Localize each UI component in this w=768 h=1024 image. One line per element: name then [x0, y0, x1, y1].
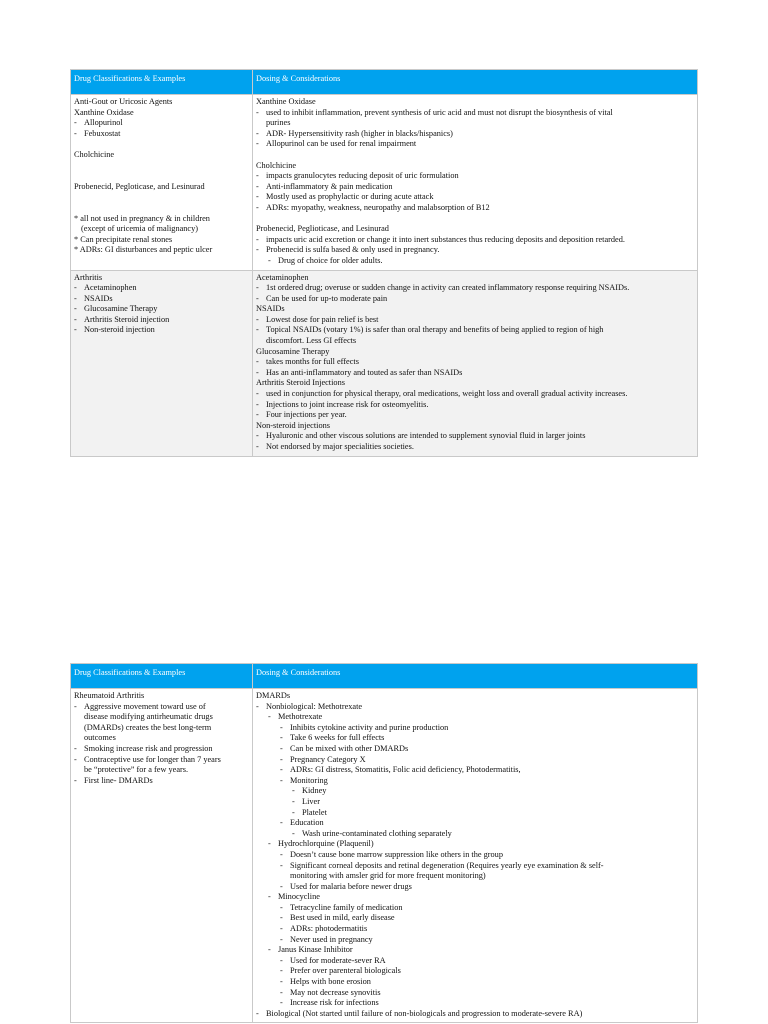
list-item-text: disease modifying antirheumatic drugs — [84, 712, 213, 722]
list-item-text: (DMARDs) creates the best long-term — [84, 722, 212, 732]
list-item-text: Used for malaria before newer drugs — [290, 881, 412, 891]
bullet-dash: - — [280, 743, 283, 753]
bullet-dash: - — [74, 775, 77, 785]
bullet-dash: - — [292, 786, 295, 796]
list-item — [74, 733, 249, 744]
list-item — [256, 139, 694, 150]
list-item — [74, 224, 249, 235]
list-item — [256, 357, 694, 368]
list-item-text: impacts uric acid excretion or change it into inert substances thus reducing deposits and deposition retarded. — [266, 234, 625, 244]
list-item-text: ADRs: myopathy, weakness, neuropathy and malabsorption of B12 — [266, 202, 490, 212]
list-item — [256, 797, 694, 808]
list-item — [256, 871, 694, 882]
bullet-dash: - — [74, 743, 77, 753]
list-item-text: (except of uricemia of malignancy) — [81, 224, 199, 234]
list-item — [256, 400, 694, 411]
list-item — [256, 723, 694, 734]
bullet-dash: - — [268, 712, 271, 722]
list-item-text: Can be used for up-to moderate pain — [266, 293, 388, 303]
bullet-dash: - — [280, 765, 283, 775]
list-item-text: * all not used in pregnancy & in children — [74, 213, 210, 223]
bullet-dash: - — [280, 934, 283, 944]
bullet-dash: - — [280, 818, 283, 828]
bullet-dash: - — [268, 892, 271, 902]
list-item-text: Arthritis Steroid Injections — [256, 378, 345, 388]
list-item-text: Helps with bone erosion — [290, 977, 371, 987]
list-item — [256, 924, 694, 935]
list-item — [256, 861, 694, 872]
list-item — [256, 325, 694, 336]
table-row — [71, 689, 698, 1023]
list-item — [256, 304, 694, 315]
list-item — [74, 97, 249, 108]
list-item-text: Never used in pregnancy — [290, 934, 373, 944]
bullet-dash: - — [256, 181, 259, 191]
list-item-text: Anti-inflammatory & pain medication — [266, 181, 393, 191]
bullet-dash: - — [256, 314, 259, 324]
bullet-dash: - — [280, 955, 283, 965]
list-item — [256, 988, 694, 999]
list-item-text: Smoking increase risk and progression — [84, 743, 213, 753]
bullet-dash: - — [256, 1008, 259, 1018]
list-item — [74, 108, 249, 119]
spacer — [74, 139, 249, 150]
list-item — [74, 691, 249, 702]
list-item-text: outcomes — [84, 733, 116, 743]
list-item-text: Monitoring — [290, 775, 328, 785]
list-item — [256, 368, 694, 379]
list-item — [256, 945, 694, 956]
bullet-dash: - — [268, 839, 271, 849]
list-item-text: Injections to joint increase risk for osteomyelitis. — [266, 399, 429, 409]
spacer — [74, 171, 249, 182]
table-row — [71, 270, 698, 456]
list-item-text: * Can precipitate renal stones — [74, 234, 173, 244]
list-item-text: Non-steroid injections — [256, 420, 330, 430]
bullet-dash: - — [268, 945, 271, 955]
list-item — [256, 182, 694, 193]
list-item-text: Significant corneal deposits and retinal degeneration (Requires yearly eye examination & self- — [290, 860, 604, 870]
list-item-text: Prefer over parenteral biologicals — [290, 966, 401, 976]
bullet-dash: - — [256, 431, 259, 441]
list-item — [74, 150, 249, 161]
list-item-text: Febuxostat — [84, 128, 121, 138]
list-item-text: Nonbiological: Methotrexate — [266, 701, 363, 711]
list-item-text: Kidney — [302, 786, 327, 796]
list-item-text: ADR- Hypersensitivity rash (higher in blacks/hispanics) — [266, 128, 453, 138]
list-item — [256, 850, 694, 861]
bullet-dash: - — [256, 293, 259, 303]
list-item — [256, 431, 694, 442]
list-item-text: 1st ordered drug; overuse or sudden change in activity can created inflammatory response requiring NSAIDs. — [266, 283, 630, 293]
list-item — [256, 203, 694, 214]
list-item — [256, 744, 694, 755]
list-item — [256, 882, 694, 893]
list-item-text: Drug of choice for older adults. — [278, 255, 383, 265]
bullet-dash: - — [268, 255, 271, 265]
bullet-dash: - — [256, 442, 259, 451]
list-item-text: Acetaminophen — [256, 272, 309, 282]
list-item-text: Contraceptive use for longer than 7 years — [84, 754, 221, 764]
list-item-text: Glucosamine Therapy — [256, 346, 330, 356]
bullet-dash: - — [292, 796, 295, 806]
list-item — [256, 97, 694, 108]
list-item — [256, 161, 694, 172]
list-item-text: Increase risk for infections — [290, 998, 379, 1008]
list-item — [256, 892, 694, 903]
list-item-text: NSAIDs — [84, 293, 113, 303]
list-item-text: Allopurinol can be used for renal impairment — [266, 139, 417, 149]
bullet-dash: - — [280, 860, 283, 870]
list-item-text: Education — [290, 818, 324, 828]
list-item-text: Wash urine-contaminated clothing separately — [302, 828, 452, 838]
bullet-dash: - — [256, 325, 259, 335]
list-item-text: Take 6 weeks for full effects — [290, 733, 385, 743]
bullet-dash: - — [280, 754, 283, 764]
spacer — [74, 192, 249, 203]
list-item-text: Best used in mild, early disease — [290, 913, 395, 923]
list-item — [256, 108, 694, 119]
bullet-dash: - — [74, 128, 77, 138]
list-item-text: Cholchicine — [74, 149, 115, 159]
bullet-dash: - — [280, 722, 283, 732]
spacer — [256, 150, 694, 161]
list-item-text: Doesn’t cause bone marrow suppression like others in the group — [290, 849, 503, 859]
list-item-text: Probenecid is sulfa based & only used in pregnancy. — [266, 245, 440, 255]
list-item-text: Mostly used as prophylactic or during acute attack — [266, 192, 434, 202]
bullet-dash: - — [256, 245, 259, 255]
bullet-dash: - — [74, 293, 77, 303]
list-item-text: Topical NSAIDs (votary 1%) is safer than oral therapy and benefits of being applied to region of high — [266, 325, 604, 335]
list-item — [256, 691, 694, 702]
bullet-dash: - — [280, 966, 283, 976]
list-item-text: Probenecid, Peglioticase, and Lesinurad — [256, 224, 389, 234]
list-item-text: Can be mixed with other DMARDs — [290, 743, 409, 753]
list-item-text: Non-steroid injection — [84, 325, 155, 335]
bullet-dash: - — [256, 139, 259, 149]
list-item — [256, 256, 694, 267]
list-item — [256, 733, 694, 744]
list-item — [256, 224, 694, 235]
list-item — [74, 304, 249, 315]
list-item — [256, 755, 694, 766]
list-item — [256, 192, 694, 203]
list-item — [256, 702, 694, 713]
header-drug-classifications: Drug Classifications & Examples — [71, 664, 253, 689]
list-item — [74, 283, 249, 294]
cell-ra-agents — [71, 689, 253, 1023]
list-item-text: May not decrease synovitis — [290, 987, 381, 997]
list-item — [74, 235, 249, 246]
bullet-dash: - — [256, 357, 259, 367]
list-item-text: used in conjunction for physical therapy, oral medications, weight loss and overall gradual activity increases. — [266, 389, 628, 399]
bullet-dash: - — [74, 325, 77, 335]
list-item-text: Anti-Gout or Uricosic Agents — [74, 97, 173, 106]
bullet-dash: - — [74, 701, 77, 711]
list-item — [256, 913, 694, 924]
list-item — [74, 765, 249, 776]
list-item-text: be “protective” for a few years. — [84, 765, 189, 775]
bullet-dash: - — [280, 881, 283, 891]
list-item — [256, 273, 694, 284]
list-item-text: Has an anti-inflammatory and touted as safer than NSAIDs — [266, 367, 463, 377]
list-item — [256, 336, 694, 347]
header-dosing-considerations: Dosing & Considerations — [253, 70, 698, 95]
list-item — [256, 171, 694, 182]
list-item — [256, 315, 694, 326]
list-item — [256, 712, 694, 723]
bullet-dash: - — [256, 701, 259, 711]
list-item — [256, 765, 694, 776]
list-item-text: used to inhibit inflammation, prevent synthesis of uric acid and must not disrupt the biosynthesis of vital — [266, 107, 613, 117]
list-item-text: Janus Kinase Inhibitor — [278, 945, 353, 955]
list-item — [74, 214, 249, 225]
list-item-text: Hyaluronic and other viscous solutions are intended to supplement synovial fluid in larger joints — [266, 431, 586, 441]
table-rheumatoid-arthritis — [70, 663, 698, 1023]
list-item-text: Used for moderate-sever RA — [290, 955, 386, 965]
list-item — [256, 818, 694, 829]
list-item — [74, 182, 249, 193]
bullet-dash: - — [280, 733, 283, 743]
bullet-dash: - — [256, 202, 259, 212]
list-item-text: Hydrochlorquine (Plaquenil) — [278, 839, 374, 849]
list-item — [256, 935, 694, 946]
cell-arthritis-dosing — [253, 270, 698, 456]
bullet-dash: - — [256, 389, 259, 399]
bullet-dash: - — [256, 234, 259, 244]
cell-arthritis-agents — [71, 270, 253, 456]
bullet-dash: - — [74, 304, 77, 314]
spacer — [256, 214, 694, 225]
list-item-text: Methotrexate — [278, 712, 323, 722]
bullet-dash: - — [280, 987, 283, 997]
list-item — [74, 294, 249, 305]
list-item — [256, 410, 694, 421]
list-item — [256, 378, 694, 389]
bullet-dash: - — [280, 924, 283, 934]
list-item-text: Lowest dose for pain relief is best — [266, 314, 379, 324]
list-item — [256, 839, 694, 850]
list-item-text: Liver — [302, 796, 320, 806]
list-item-text: Biological (Not started until failure of non-biologicals and progression to moderate-severe RA) — [266, 1008, 583, 1018]
cell-ra-dosing — [253, 689, 698, 1023]
list-item-text: NSAIDs — [256, 304, 285, 314]
cell-gout-agents — [71, 95, 253, 271]
list-item-text: Arthritis — [74, 272, 103, 282]
list-item — [74, 712, 249, 723]
bullet-dash: - — [256, 410, 259, 420]
header-dosing-considerations: Dosing & Considerations — [253, 664, 698, 689]
list-item — [74, 702, 249, 713]
list-item — [256, 347, 694, 358]
list-item — [256, 776, 694, 787]
spacer — [74, 203, 249, 214]
list-item-text: Platelet — [302, 807, 327, 817]
bullet-dash: - — [74, 754, 77, 764]
list-item — [256, 245, 694, 256]
table-row — [71, 95, 698, 271]
list-item — [74, 118, 249, 129]
list-item-text: Inhibits cytokine activity and purine production — [290, 722, 449, 732]
list-item — [74, 755, 249, 766]
list-item-text: Aggressive movement toward use of — [84, 701, 206, 711]
list-item-text: Acetaminophen — [84, 283, 137, 293]
list-item-text: Xanthine Oxidase — [256, 97, 316, 106]
list-item-text: discomfort. Less GI effects — [266, 336, 357, 346]
bullet-dash: - — [280, 902, 283, 912]
bullet-dash: - — [280, 913, 283, 923]
list-item-text: Not endorsed by major specialities societies. — [266, 442, 414, 451]
list-item — [74, 723, 249, 734]
list-item — [256, 294, 694, 305]
list-item-text: Four injections per year. — [266, 410, 347, 420]
bullet-dash: - — [280, 849, 283, 859]
bullet-dash: - — [292, 807, 295, 817]
bullet-dash: - — [256, 283, 259, 293]
list-item-text: Minocycline — [278, 892, 320, 902]
list-item-text: * ADRs: GI disturbances and peptic ulcer — [74, 245, 213, 255]
cell-gout-dosing — [253, 95, 698, 271]
list-item-text: Tetracycline family of medication — [290, 902, 403, 912]
bullet-dash: - — [256, 128, 259, 138]
list-item-text: ADRs: photodermatitis — [290, 924, 368, 934]
list-item — [256, 998, 694, 1009]
list-item — [256, 808, 694, 819]
bullet-dash: - — [256, 107, 259, 117]
list-item — [256, 786, 694, 797]
list-item — [256, 1009, 694, 1020]
list-item — [74, 129, 249, 140]
list-item — [256, 956, 694, 967]
bullet-dash: - — [256, 171, 259, 181]
list-item — [256, 966, 694, 977]
list-item-text: Glucosamine Therapy — [84, 304, 158, 314]
bullet-dash: - — [74, 118, 77, 128]
spacer — [74, 161, 249, 172]
bullet-dash: - — [256, 367, 259, 377]
list-item — [256, 977, 694, 988]
bullet-dash: - — [256, 192, 259, 202]
bullet-dash: - — [280, 998, 283, 1008]
list-item — [256, 829, 694, 840]
table-gout-arthritis — [70, 69, 698, 457]
bullet-dash: - — [74, 283, 77, 293]
list-item — [256, 442, 694, 453]
bullet-dash: - — [74, 314, 77, 324]
list-item — [74, 315, 249, 326]
list-item — [256, 129, 694, 140]
list-item-text: purines — [266, 118, 291, 128]
list-item-text: Arthritis Steroid injection — [84, 314, 170, 324]
header-drug-classifications: Drug Classifications & Examples — [71, 70, 253, 95]
list-item — [74, 273, 249, 284]
list-item — [256, 389, 694, 400]
list-item — [256, 235, 694, 246]
list-item-text: ADRs: GI distress, Stomatitis, Folic acid deficiency, Photodermatitis, — [290, 765, 521, 775]
list-item — [74, 744, 249, 755]
list-item-text: DMARDs — [256, 691, 291, 700]
list-item-text: First line- DMARDs — [84, 775, 153, 785]
list-item-text: takes months for full effects — [266, 357, 359, 367]
list-item-text: Rheumatoid Arthritis — [74, 691, 145, 700]
list-item-text: Xanthine Oxidase — [74, 107, 134, 117]
list-item — [74, 245, 249, 256]
list-item-text: Allopurinol — [84, 118, 123, 128]
list-item-text: Cholchicine — [256, 160, 297, 170]
bullet-dash: - — [280, 977, 283, 987]
bullet-dash: - — [292, 828, 295, 838]
list-item-text: Pregnancy Category X — [290, 754, 366, 764]
list-item — [256, 903, 694, 914]
bullet-dash: - — [280, 775, 283, 785]
list-item-text: monitoring with amsler grid for more frequent monitoring) — [290, 871, 486, 881]
list-item — [256, 283, 694, 294]
list-item — [256, 118, 694, 129]
list-item-text: impacts granulocytes reducing deposit of uric formulation — [266, 171, 459, 181]
list-item — [256, 421, 694, 432]
list-item-text: Probenecid, Pegloticase, and Lesinurad — [74, 181, 205, 191]
list-item — [74, 325, 249, 336]
bullet-dash: - — [256, 399, 259, 409]
list-item — [74, 776, 249, 787]
